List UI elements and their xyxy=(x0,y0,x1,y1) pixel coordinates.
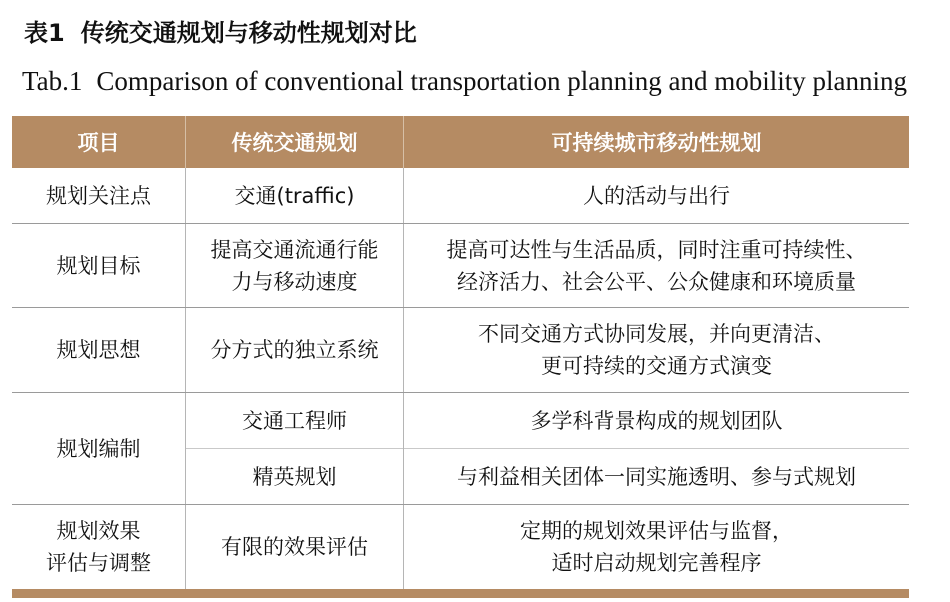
sustainable-cell xyxy=(404,168,909,223)
table-title-english: Comparison of conventional transportation planning and mobility planning xyxy=(96,66,907,96)
table-row xyxy=(12,308,909,393)
sustainable-text-line-1: 不同交通方式协同发展，并向更清洁、 xyxy=(478,322,835,346)
traditional-text: 有限的效果评估 xyxy=(221,535,368,559)
traditional-cell xyxy=(186,393,404,504)
sustainable-text-line-2: 更可持续的交通方式演变 xyxy=(541,354,772,378)
table-number-english: Tab.1 xyxy=(22,66,83,96)
header-traditional-planning: 传统交通规划 xyxy=(186,116,404,168)
table-row xyxy=(12,224,909,308)
table-row xyxy=(12,168,909,224)
table-caption-chinese xyxy=(22,16,417,50)
row-item-cell xyxy=(12,505,186,589)
sustainable-subrow xyxy=(404,393,909,449)
table-number-chinese: 表1 xyxy=(24,19,65,47)
table-caption-english xyxy=(22,64,907,98)
traditional-text: 分方式的独立系统 xyxy=(210,338,379,362)
sustainable-text-line-1: 定期的规划效果评估与监督， xyxy=(520,519,793,543)
row-item-cell xyxy=(12,224,186,307)
sustainable-cell xyxy=(404,224,909,307)
header-item: 项目 xyxy=(12,116,186,168)
traditional-text xyxy=(235,180,355,212)
table-bottom-rule xyxy=(12,589,909,598)
sustainable-text-line-2: 经济活力、社会公平、公众健康和环境质量 xyxy=(457,269,856,294)
sustainable-cell xyxy=(404,393,909,504)
traditional-text-line-2: 力与移动速度 xyxy=(231,269,358,294)
traditional-subrow xyxy=(186,393,403,449)
row-item-text-line-2: 评估与调整 xyxy=(46,551,151,575)
traditional-cell xyxy=(186,168,404,223)
sustainable-text: 与利益相关团体一同实施透明、参与式规划 xyxy=(457,464,856,489)
traditional-cell xyxy=(186,308,404,392)
sustainable-text-line-2: 适时启动规划完善程序 xyxy=(551,551,762,575)
traditional-cell xyxy=(186,224,404,307)
row-item-text: 规划编制 xyxy=(56,436,141,461)
comparison-table xyxy=(12,116,909,598)
table-header-row xyxy=(12,116,909,168)
table-row xyxy=(12,505,909,589)
row-item-cell xyxy=(12,308,186,392)
row-item-cell xyxy=(12,168,186,223)
table-row xyxy=(12,393,909,505)
row-item-text: 规划思想 xyxy=(56,338,141,362)
traditional-text: 交通工程师 xyxy=(242,408,347,433)
sustainable-text-line-1: 提高可达性与生活品质，同时注重可持续性、 xyxy=(446,237,867,262)
traditional-text: 精英规划 xyxy=(252,464,337,489)
sustainable-text: 人的活动与出行 xyxy=(583,183,730,208)
row-item-text: 规划目标 xyxy=(56,253,141,278)
row-item-text: 规划关注点 xyxy=(46,183,151,208)
table-title-chinese: 传统交通规划与移动性规划对比 xyxy=(80,19,417,47)
row-item-text-line-1: 规划效果 xyxy=(56,519,141,543)
sustainable-text: 多学科背景构成的规划团队 xyxy=(530,408,783,433)
traditional-text-value: 交通(traffic) xyxy=(234,183,355,208)
sustainable-subrow xyxy=(404,449,909,504)
header-sustainable-mobility-planning: 可持续城市移动性规划 xyxy=(551,131,762,155)
traditional-text-line-1: 提高交通流通行能 xyxy=(210,237,379,262)
row-item-cell xyxy=(12,393,186,504)
sustainable-cell xyxy=(404,308,909,392)
traditional-subrow xyxy=(186,449,403,504)
traditional-cell xyxy=(186,505,404,589)
sustainable-cell xyxy=(404,505,909,589)
